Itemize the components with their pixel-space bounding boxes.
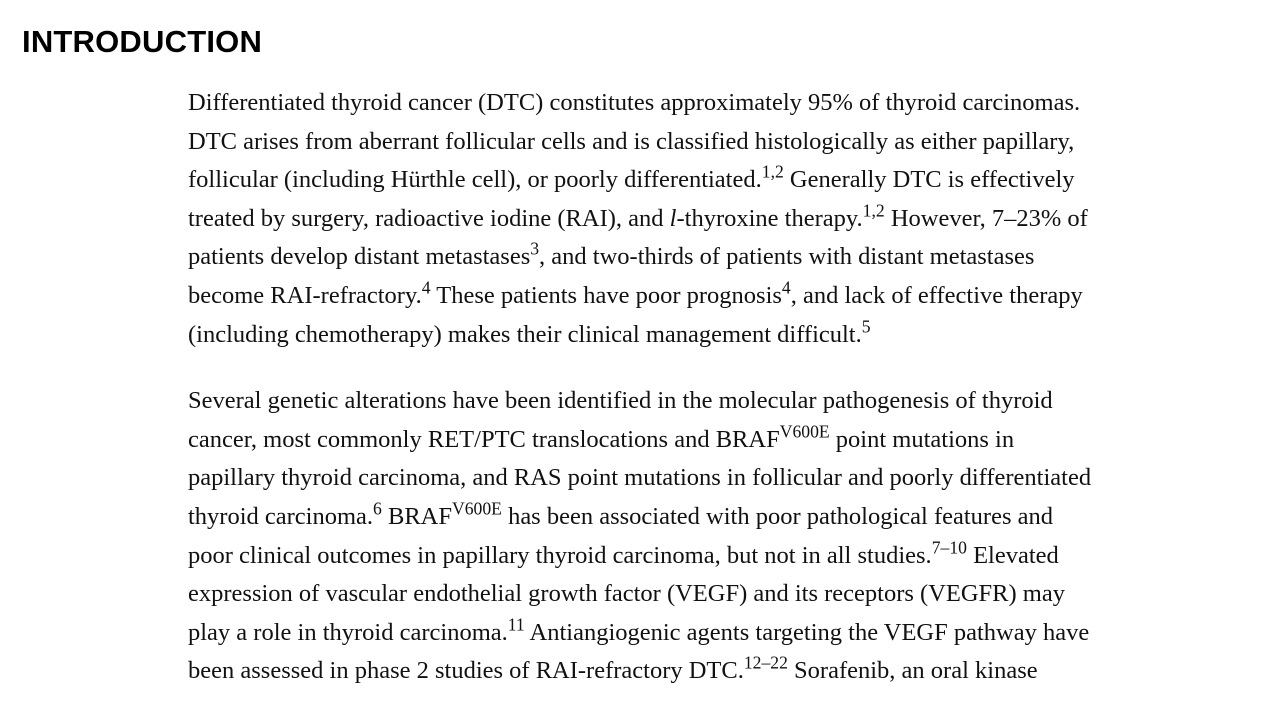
- text-line: [188, 316, 1268, 355]
- text-run: cancer, most commonly RET/PTC translocations and BRAF: [188, 425, 780, 453]
- citation-superscript: 11: [507, 614, 525, 635]
- text-line: [188, 238, 1268, 277]
- text-run: papillary thyroid carcinoma, and RAS point mutations in follicular and poorly differentiated: [188, 464, 1092, 492]
- text-run: has been associated with poor pathological features and: [501, 502, 1053, 530]
- citation-superscript: 4: [421, 277, 431, 298]
- paragraph: [188, 382, 1268, 691]
- text-line: [188, 652, 1268, 691]
- text-run: However, 7–23% of: [884, 204, 1088, 232]
- text-line: [188, 382, 1268, 421]
- text-run: Several genetic alterations have been identified in the molecular pathogenesis of thyroid: [188, 387, 1053, 415]
- text-line: [188, 200, 1268, 239]
- text-line: [188, 575, 1268, 614]
- citation-superscript: V600E: [779, 421, 830, 442]
- text-line: [188, 421, 1268, 460]
- text-run: Elevated: [966, 541, 1059, 569]
- text-line: [188, 614, 1268, 653]
- text-run: thyroid carcinoma.: [188, 502, 374, 530]
- text-run: These patients have poor prognosis: [430, 281, 782, 309]
- text-run: point mutations in: [829, 425, 1015, 453]
- section-heading: INTRODUCTION: [22, 24, 263, 59]
- text-line: [188, 161, 1268, 200]
- citation-superscript: 7–10: [931, 536, 967, 557]
- paragraph: [188, 84, 1268, 354]
- citation-superscript: 1,2: [761, 161, 784, 182]
- text-run: play a role in thyroid carcinoma.: [188, 618, 508, 646]
- text-run: BRAF: [381, 502, 452, 530]
- text-line: [188, 84, 1268, 123]
- text-run: treated by surgery, radioactive iodine (RAI), and: [188, 204, 670, 232]
- citation-superscript: 12–22: [743, 652, 788, 673]
- text-run: expression of vascular endothelial growth factor (VEGF) and its receptors (VEGFR) may: [188, 580, 1065, 608]
- text-line: [188, 123, 1268, 162]
- text-line: [188, 498, 1268, 537]
- citation-superscript: 5: [861, 315, 871, 336]
- citation-superscript: 3: [530, 238, 540, 259]
- text-run: poor clinical outcomes in papillary thyroid carcinoma, but not in all studies.: [188, 541, 932, 569]
- text-run: Differentiated thyroid cancer (DTC) constitutes approximately 95% of thyroid carcinomas.: [188, 89, 1081, 116]
- article-body: [188, 84, 1268, 719]
- italic-text: l: [669, 204, 677, 232]
- text-run: -thyroxine therapy.: [676, 204, 863, 232]
- text-run: patients develop distant metastases: [188, 243, 531, 271]
- text-run: Sorafenib, an oral kinase: [787, 657, 1038, 685]
- text-run: follicular (including Hürthle cell), or poorly differentiated.: [188, 166, 762, 194]
- citation-superscript: V600E: [452, 498, 502, 519]
- text-line: [188, 459, 1268, 498]
- text-run: (including chemotherapy) makes their clinical management difficult.: [188, 320, 862, 348]
- text-line: [188, 277, 1268, 316]
- text-run: , and two-thirds of patients with distant metastases: [539, 243, 1035, 271]
- citation-superscript: 4: [781, 277, 791, 298]
- text-run: Generally DTC is effectively: [783, 166, 1075, 194]
- citation-superscript: 1,2: [862, 200, 885, 221]
- text-run: , and lack of effective therapy: [790, 281, 1083, 309]
- text-run: been assessed in phase 2 studies of RAI-refractory DTC.: [188, 657, 744, 685]
- citation-superscript: 6: [373, 498, 382, 519]
- text-run: Antiangiogenic agents targeting the VEGF pathway have: [524, 618, 1090, 646]
- text-run: DTC arises from aberrant follicular cells and is classified histologically as either papillary,: [188, 127, 1075, 155]
- text-run: become RAI-refractory.: [188, 281, 422, 309]
- text-line: [188, 537, 1268, 576]
